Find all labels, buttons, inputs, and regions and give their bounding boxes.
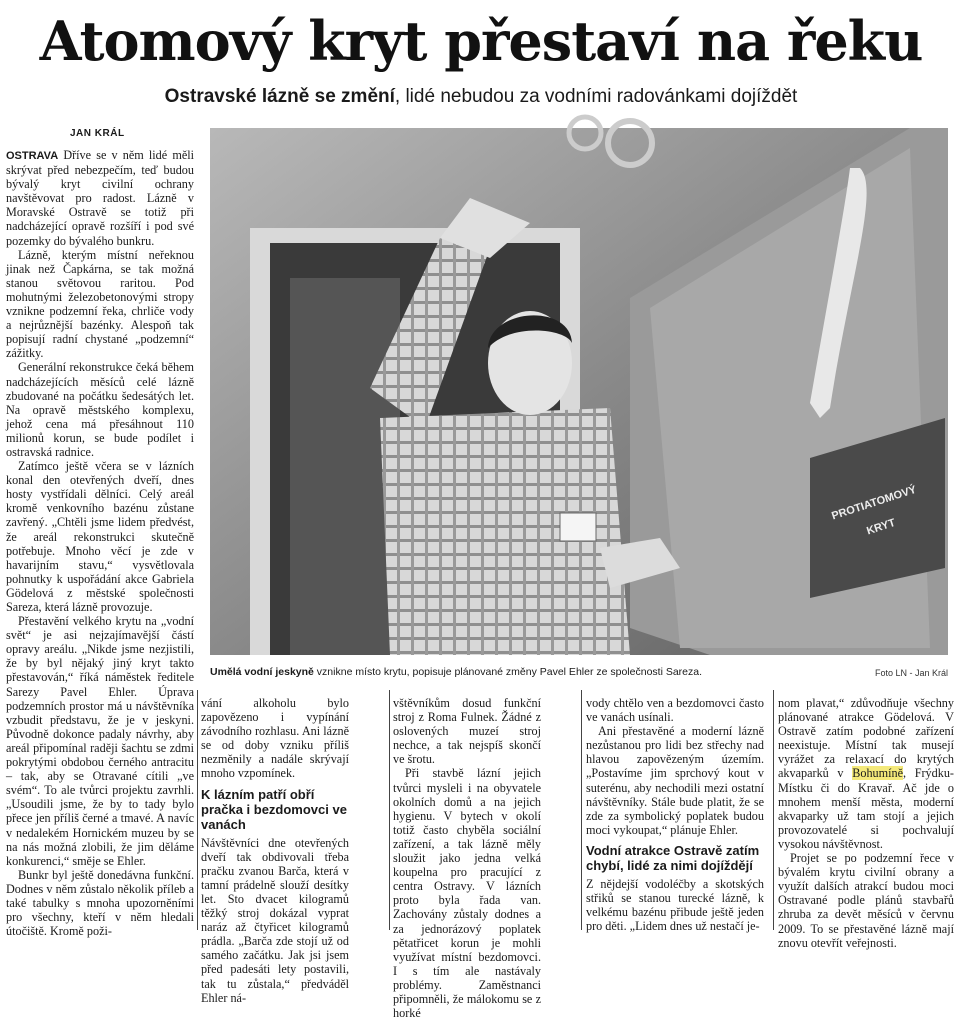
paragraph: Přestavění velkého krytu na „vodní svět“ je asi nejzajímavější částí opravy areálu. „Nikde jsme nezjistili, že by byl nějaký jiný kryt takto přestavován,“ říká náměstek ředitele Sarezy Pavel Ehler. Úprava podzemních prostor má u návštěvníka vzbudit představu, že je v jeskyni. Původně dokonce padaly návrhy, aby areál připomínal raději šachtu se zdmi pokrytými obdobou černého antracitu – tak, aby se Otravané cítili „ve svém“. To ale tvůrci projektu zavrhli. „Usoudili jsme, že by to tady bylo přece jen příliš černé a tmavé. A navíc v nedalekém Hornickém muzeu by se na nás možná zlobili, že jim děláme konkurenci,“ směje se Ehler. (6, 614, 194, 868)
article-column-3 (393, 696, 541, 1020)
paragraph: vštěvníkům dosud funkční stroj z Roma Fulnek. Žádné z oslovených muzeí stroj nechce, a tak nejspíš skončí ve šrotu. (393, 696, 541, 767)
article-column-5 (778, 696, 954, 950)
article-column-2 (201, 696, 349, 1005)
section-heading: K lázním patří obří pračka i bezdomovci ve vanách (201, 786, 347, 832)
article-column-4 (586, 696, 764, 934)
subhead-bold: Ostravské lázně se změní (164, 86, 395, 107)
door-sign-line-1: PROTIATOMOVÝ (830, 483, 918, 523)
caption-bold: Umělá vodní jeskyně (210, 666, 314, 678)
headline: Atomový kryt přestaví na řeku (39, 9, 923, 73)
paragraph (778, 696, 954, 851)
paragraph: vody chtělo ven a bezdomovci často ve vanách usínali. (586, 696, 764, 725)
paragraph: Z nějdejší vodoléčby a skotských střiků se stanou turecké lázně, k velkému bazénu přibude ještě jeden pro děti. „Lidem dnes už nestačí je- (586, 876, 764, 934)
photo-caption (210, 666, 810, 679)
highlighted-word: Bohumíně (852, 766, 903, 781)
byline: JAN KRÁL (70, 128, 125, 139)
paragraph: Projet se po podzemní řece v bývalém krytu civilní obrany a využít dalších atrakcí budou moci Ostravané podle plánů stavbařů zhruba za devět měsíců v červnu 2009. To se přestavěné lázně mají znovu otevřít veřejnosti. (778, 851, 954, 950)
paragraph-text: nom plavat,“ zdůvodňuje všechny plánované atrakce Gödelová. V Ostravě zatím podobné zařízení neexistuje. Místní tak musejí vyrážet za relaxací do krytých akvaparků v (778, 696, 954, 781)
article-photo (210, 128, 948, 655)
door-sign-line-2: KRYT (865, 516, 897, 538)
paragraph-text: Dříve se v něm lidé měli skrývat před nebezpečím, teď budou bývalý kryt civilní ochrany navštěvovat pro radost. Lázně v Moravské Ostravě se totiž při nadcházející opravě rozšíří i pod své pozemky do bývalého bunkru. (6, 148, 194, 248)
photo-credit: Foto LN - Jan Král (874, 668, 948, 678)
column-divider (389, 690, 390, 930)
paragraph: Lázně, kterým místní neřeknou jinak než Čapkárna, se tak možná stanou světovou raritou. Pod mohutnými železobetonovými stropy vznikne podzemní řeka, chrliče vody a nejrůznější bazénky. Alespoň tak popisují radní chystané „podzemní“ zážitky. (6, 247, 194, 361)
caption-text: vznikne místo krytu, popisuje plánované změny Pavel Ehler ze společnosti Sareza. (313, 666, 703, 678)
paragraph: Návštěvníci dne otevřených dveří tak obdivovali třeba pračku zvanou Barča, která v tamní prádelně slouží desítky let. Sto dvacet kilogramů těžký stroj dokázal vyprat naráz až čtyřicet kilogramů prádla. „Barča zde stojí už od samého začátku. Jak jsi jsem před padesáti lety postavili, tak tu zůstala,“ předváděl Ehler ná- (201, 835, 349, 1005)
paragraph-text: , Frýdku-Místku či do Kravař. Ač jde o mnohem menší města, moderní akvaparky už tam stojí a jejich provozovatelé si pochvalují vysokou návštěvnost. (778, 766, 954, 851)
paragraph: Generální rekonstrukce čeká během nadcházejících měsíců celé lázně zbudované na počátku šedesátých let. Na opravě městského komplexu, jehož cena má přesáhnout 110 milionů korun, se bude podílet i ostravská radnice. (6, 360, 194, 459)
column-divider (197, 690, 198, 930)
article-column-1 (6, 148, 194, 939)
paragraph: Při stavbě lázní jejich tvůrci mysleli i na obyvatele okolních domů a na jejich hygienu. V bytech v okolí totiž často chyběla sociální zařízení, a tak lázně měly sloužit jako jedna velká koupelna pro pracující z centra Ostravy. V lázních proto byla řada van. Zachovány zůstaly dodnes a za jednorázový poplatek pětatřicet korun je mohli využívat místní bezdomovci. I s tím ale nastávaly problémy. Zaměstnanci připomněli, že málokomu se z horké (393, 766, 541, 1020)
paragraph: vání alkoholu bylo zapovězeno i vypínání závodního rozhlasu. Ani lázně se od doby vzniku příliš nezměnily a nadále skrývají mnoho vzpomínek. (201, 696, 349, 781)
paragraph (6, 148, 194, 248)
subheadline (0, 85, 962, 109)
dateline: OSTRAVA (6, 150, 59, 162)
column-divider (581, 690, 582, 930)
subhead-rest: , lidé nebudou za vodními radovánkami dojíždět (394, 86, 798, 107)
section-heading: Vodní atrakce Ostravě zatím chybí, lidé za nimi dojíždějí (586, 842, 760, 873)
paragraph: Zatímco ještě včera se v lázních konal den otevřených dveří, dnes hosty vystřídali dělníci. Celý areál kromě venkovního bazénu zůstane zavřený. „Chtěli jsme lidem předvést, že areál rekonstrukci skutečně potřebuje. Mnoho věcí je zde v havarijním stavu,“ vysvětlovala pohnutky k uspořádání akce Gabriela Gödelová z městské společnosti Sareza, která lázně provozuje. (6, 459, 194, 614)
paragraph: Ani přestavěné a moderní lázně nezůstanou pro lidi bez střechy nad hlavou zapovězeným územím. „Postavíme jim sprchový kout v suterénu, aby nechodili mezi ostatní návštěvníky. Stále bude platit, že se zde za symbolický poplatek budou moci vykoupat,“ plánuje Ehler. (586, 724, 764, 837)
paragraph: Bunkr byl ještě donedávna funkční. Dodnes v něm zůstalo několik příleb a také tabulky s mnoha upozorněními pro všechny, kteří v něm hledali útočiště. Kromě poži- (6, 867, 194, 939)
column-divider (773, 690, 774, 930)
